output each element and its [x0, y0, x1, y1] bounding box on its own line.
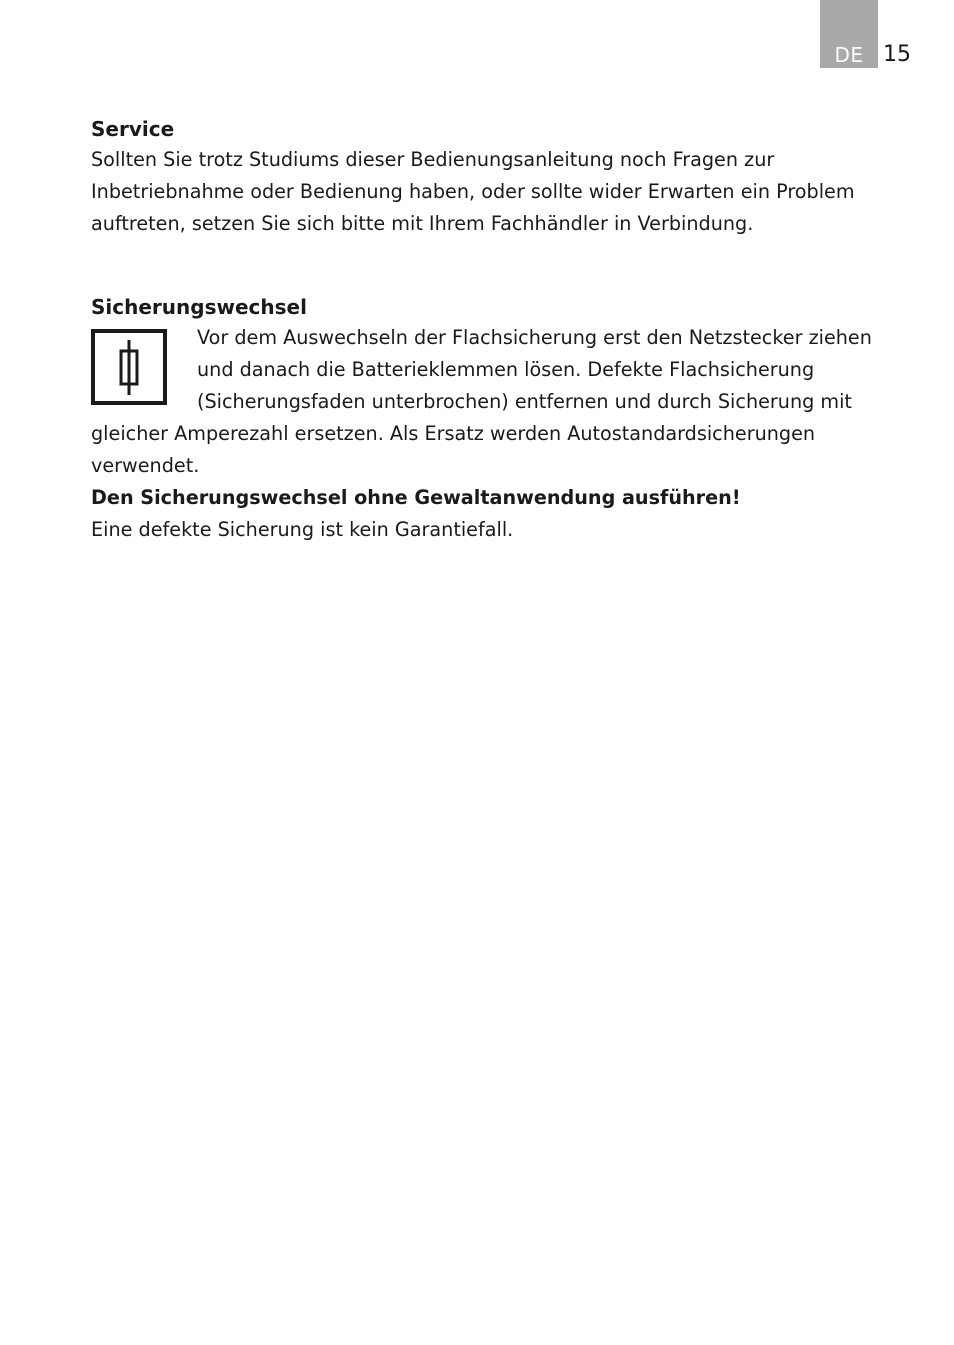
service-heading: Service [91, 117, 175, 141]
service-section [91, 114, 911, 240]
fuse-change-section [91, 292, 911, 546]
fuse-change-warning: Den Sicherungswechsel ohne Gewaltanwendung ausführen! [91, 486, 741, 509]
section-spacer [91, 240, 911, 292]
fuse-change-body [91, 322, 911, 482]
fuse-symbol-icon [91, 329, 161, 399]
language-label: DE [834, 43, 864, 67]
fuse-change-text: Vor dem Auswechseln der Flachsicherung erst den Netzstecker ziehen und danach die Batterieklemmen lösen. Defekte Flachsicherung (Sicherungsfaden unterbrochen) entfernen und durch Sicherung mit gleicher Amperezahl ersetzen. Als Ersatz werden Autostandardsicherungen verwendet. [91, 326, 872, 477]
fuse-change-note: Eine defekte Sicherung ist kein Garantiefall. [91, 518, 514, 541]
page-content [91, 114, 911, 546]
fuse-change-heading: Sicherungswechsel [91, 295, 307, 319]
language-tab [820, 0, 878, 68]
page-number: 15 [883, 42, 911, 67]
service-text: Sollten Sie trotz Studiums dieser Bedienungsanleitung noch Fragen zur Inbetriebnahme oder Bedienung haben, oder sollte wider Erwarten ein Problem auftreten, setzen Sie sich bitte mit Ihrem Fachhändler in Verbindung. [91, 148, 855, 235]
